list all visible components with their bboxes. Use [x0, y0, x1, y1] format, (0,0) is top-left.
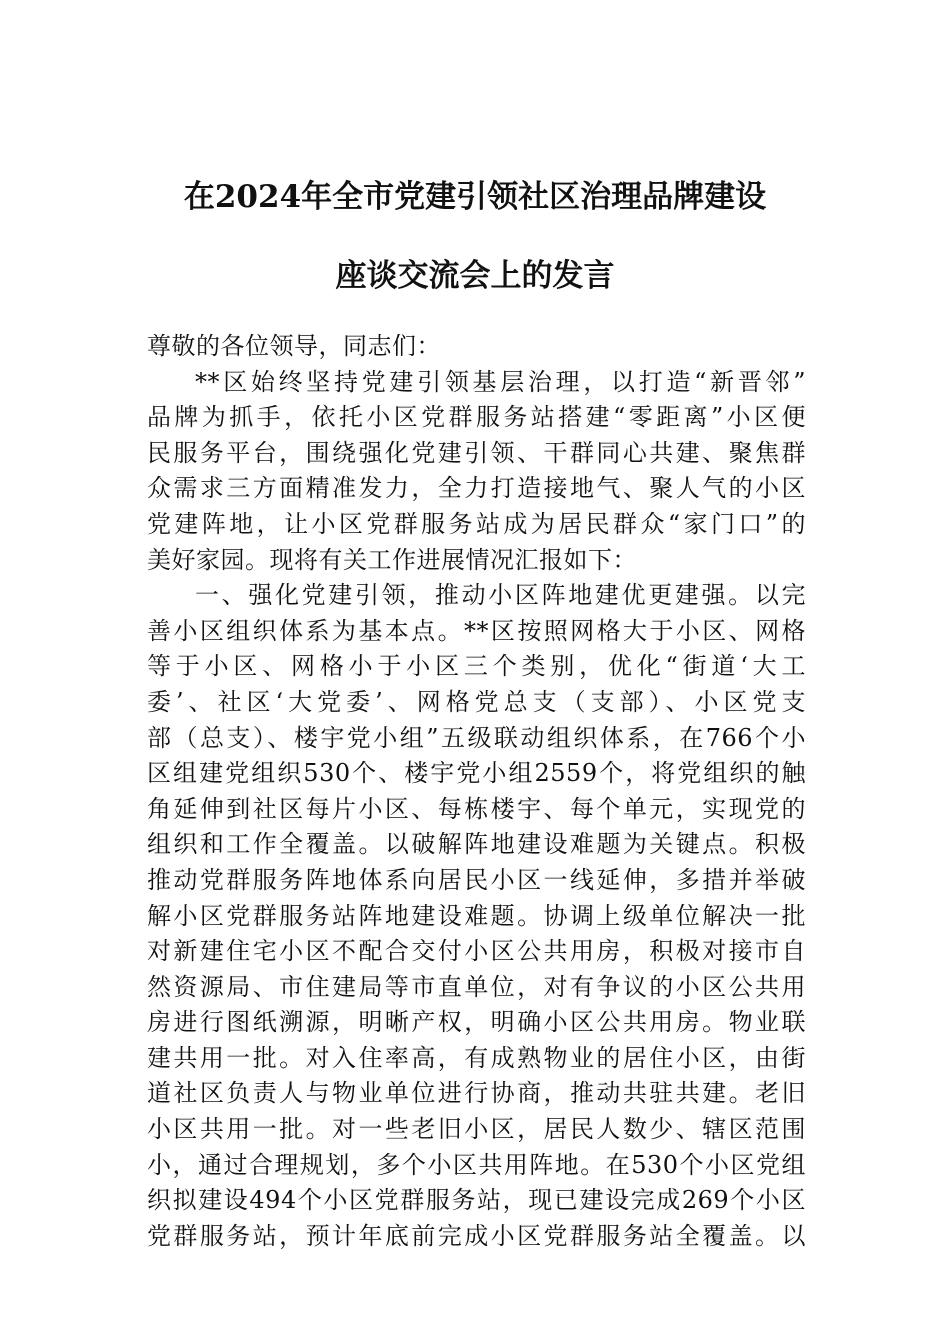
body-line: 解小区党群服务站阵地建设难题。协调上级单位解决一批 — [147, 901, 806, 930]
body-line: 一、强化党建引领，推动小区阵地建优更建强。以完 — [195, 581, 806, 610]
body-line: 房进行图纸溯源，明晰产权，明确小区公共用房。物业联 — [147, 1008, 806, 1037]
body-line: 民服务平台，围绕强化党建引领、干群同心共建、聚焦群 — [147, 438, 806, 467]
body-line: 组织和工作全覆盖。以破解阵地建设难题为关键点。积极 — [147, 830, 806, 859]
body-line: 织拟建设494个小区党群服务站，现已建设完成269个小区 — [147, 1186, 806, 1215]
body-line: 小，通过合理规划，多个小区共用阵地。在530个小区党组 — [147, 1150, 806, 1179]
body-line: 众需求三方面精准发力，全力打造接地气、聚人气的小区 — [147, 474, 806, 503]
document-body — [147, 329, 806, 1254]
body-line: 推动党群服务阵地体系向居民小区一线延伸，多措并举破 — [147, 865, 806, 894]
body-line: 党群服务站，预计年底前完成小区党群服务站全覆盖。以 — [147, 1221, 806, 1250]
body-line: 道社区负责人与物业单位进行协商，推动共驻共建。老旧 — [147, 1079, 806, 1108]
salutation-line: 尊敬的各位领导，同志们： — [147, 332, 441, 360]
body-line: 建共用一批。对入住率高，有成熟物业的居住小区，由街 — [147, 1043, 806, 1072]
body-line: 等于小区、网格小于小区三个类别，优化“街道‘大工 — [147, 652, 806, 681]
body-line: **区始终坚持党建引领基层治理，以打造“新晋邻” — [195, 367, 806, 396]
title-line-1: 在2024年全市党建引领社区治理品牌建设 — [183, 179, 767, 215]
document-title — [100, 158, 850, 316]
title-line-2: 座谈交流会上的发言 — [335, 258, 615, 294]
body-line: 善小区组织体系为基本点。**区按照网格大于小区、网格 — [147, 616, 806, 645]
body-line: 委’、社区‘大党委’、网格党总支（支部）、小区党支 — [147, 687, 806, 716]
body-line: 品牌为抓手，依托小区党群服务站搭建“零距离”小区便 — [147, 403, 806, 432]
body-line: 对新建住宅小区不配合交付小区公共用房，积极对接市自 — [147, 937, 806, 966]
body-line: 美好家园。现将有关工作进展情况汇报如下： — [147, 545, 637, 574]
body-line: 小区共用一批。对一些老旧小区，居民人数少、辖区范围 — [147, 1115, 806, 1144]
body-line: 部（总支）、楼宇党小组”五级联动组织体系，在766个小 — [147, 723, 806, 752]
body-line: 然资源局、市住建局等市直单位，对有争议的小区公共用 — [147, 972, 806, 1001]
body-line: 角延伸到社区每片小区、每栋楼宇、每个单元，实现党的 — [147, 794, 806, 823]
body-line: 区组建党组织530个、楼宇党小组2559个，将党组织的触 — [147, 759, 806, 788]
body-line: 党建阵地，让小区党群服务站成为居民群众“家门口”的 — [147, 509, 806, 538]
